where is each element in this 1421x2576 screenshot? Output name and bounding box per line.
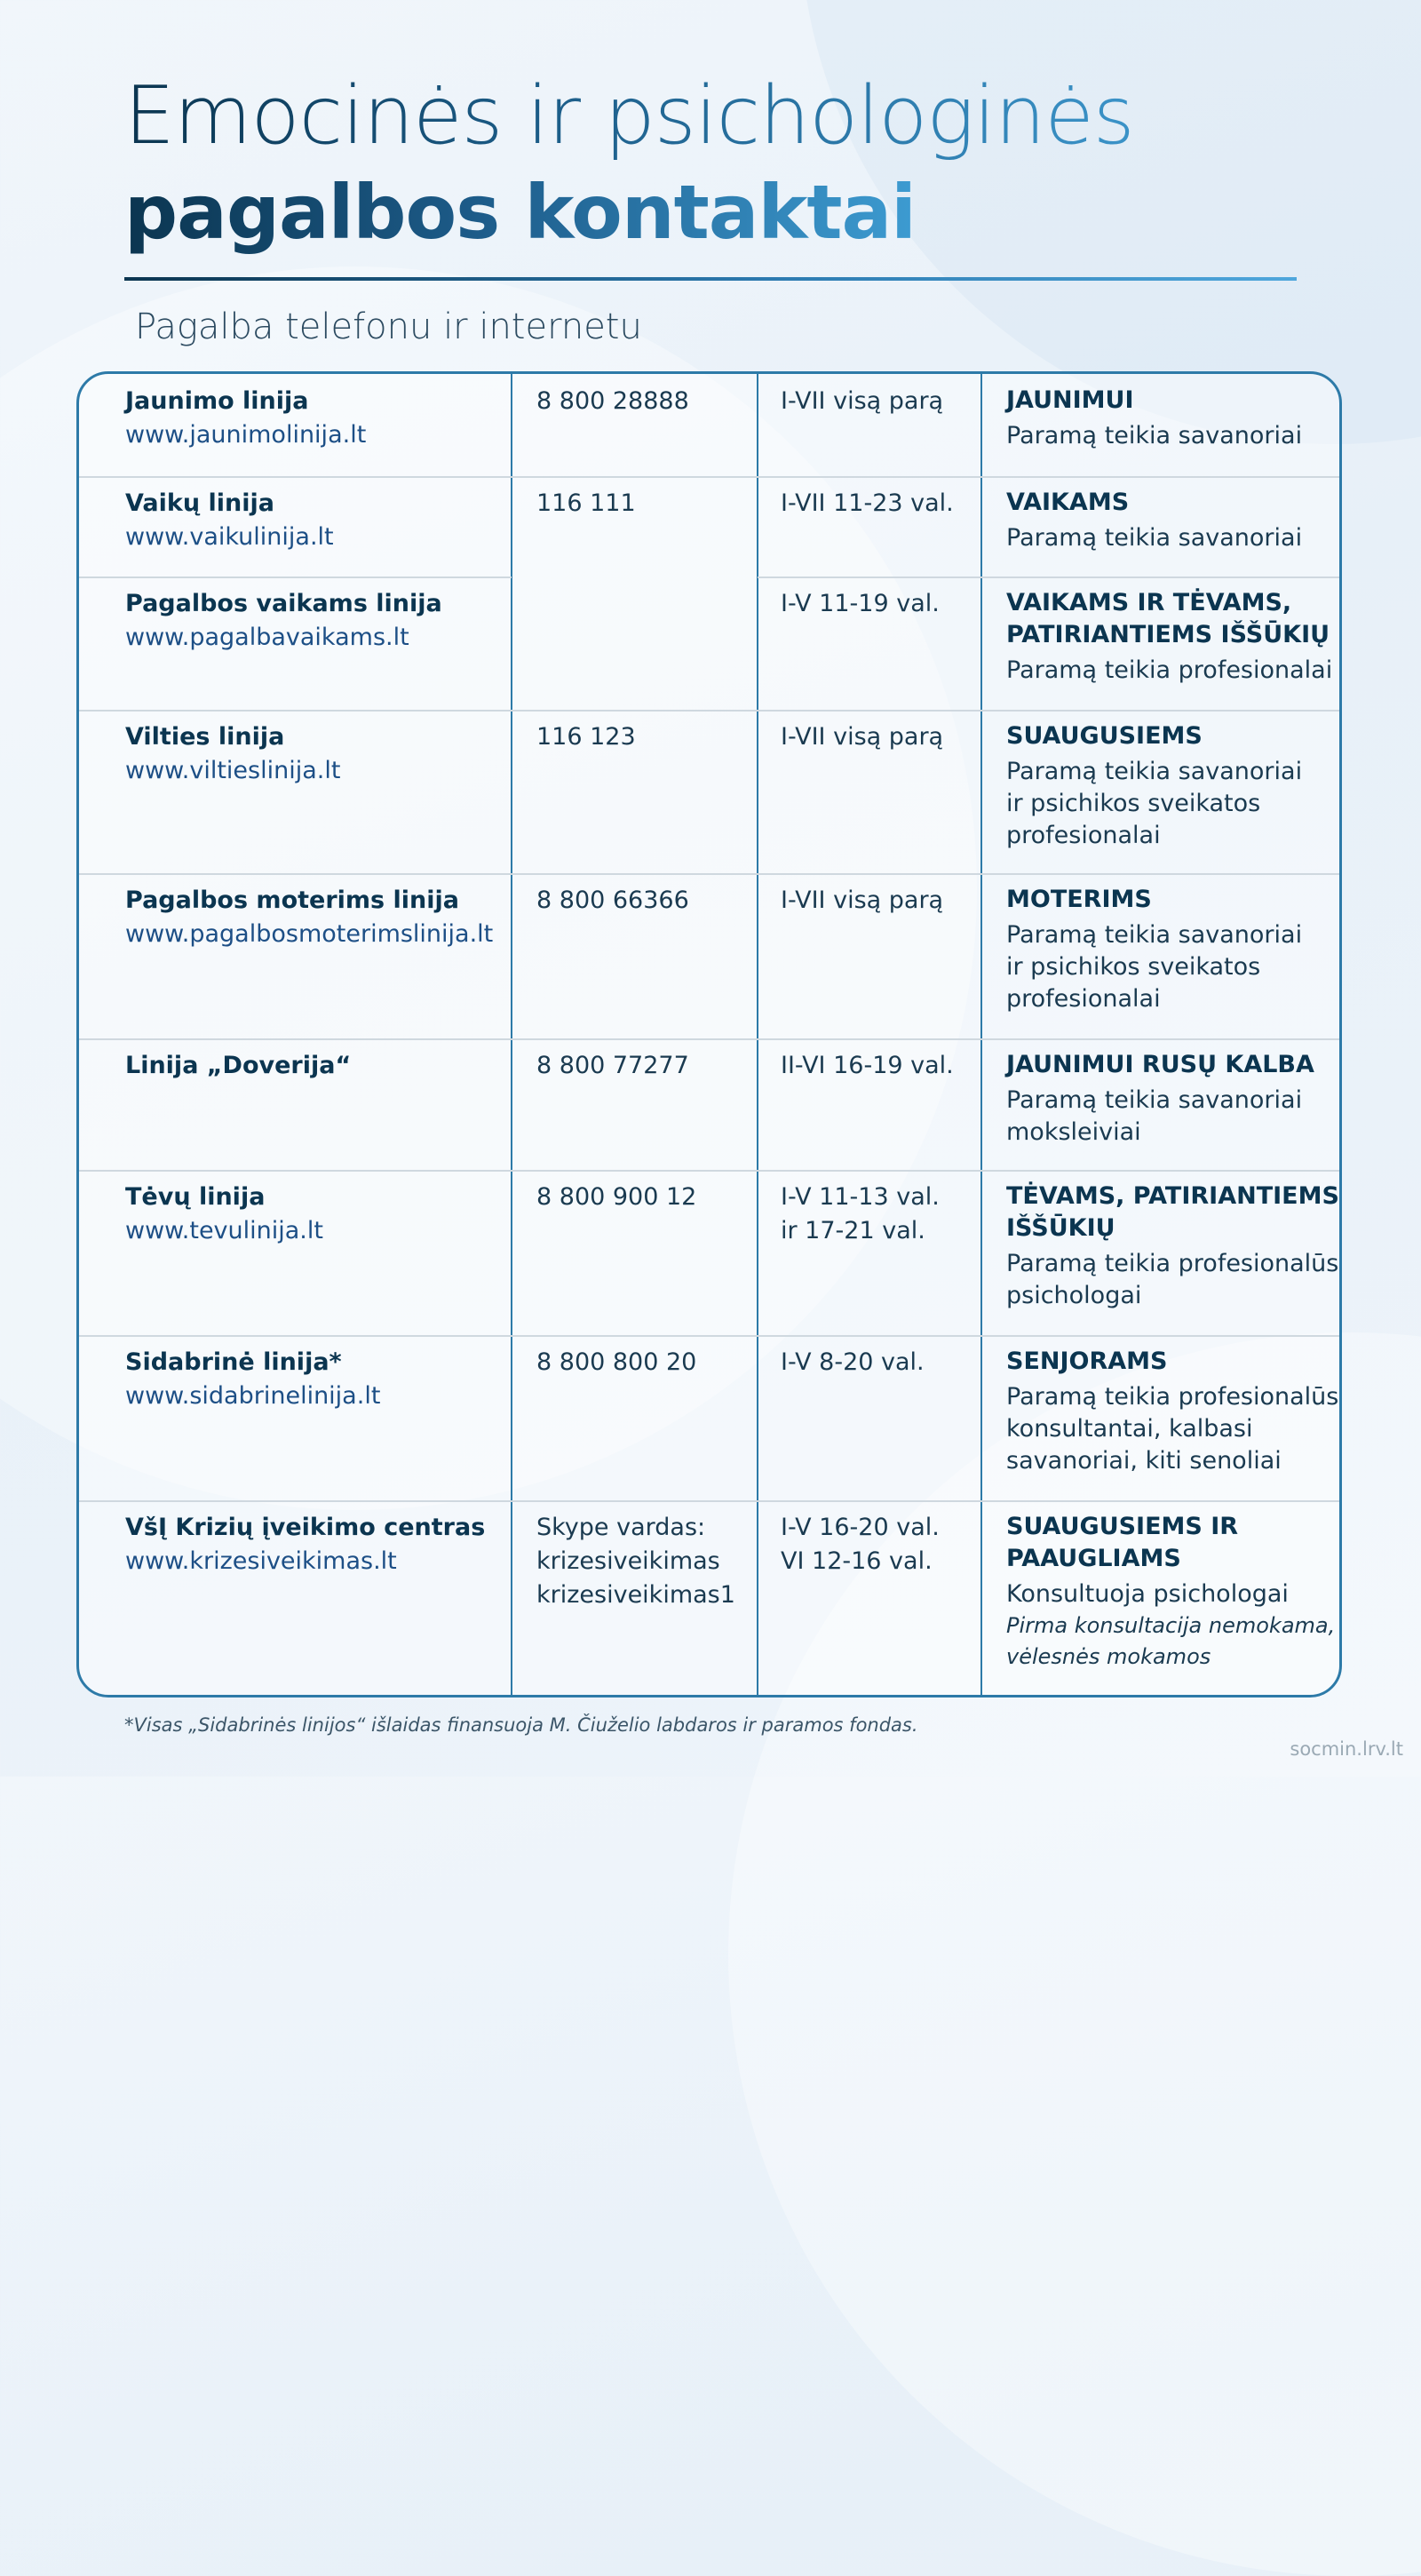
table-row-divider xyxy=(79,1170,1342,1172)
hours-cell xyxy=(781,587,980,621)
hours-cell xyxy=(781,1511,980,1578)
hours-cell xyxy=(781,385,980,418)
line-name-cell xyxy=(125,385,507,452)
line-name-cell xyxy=(125,720,507,788)
page-title-line2: pagalbos kontaktai xyxy=(124,169,916,256)
contacts-table xyxy=(76,371,1342,1697)
phone-number[interactable]: krizesiveikimas1 xyxy=(536,1581,735,1609)
table-row-divider xyxy=(758,576,1342,578)
phone-number[interactable]: 8 800 800 20 xyxy=(536,1348,697,1376)
line-name-cell xyxy=(125,1346,507,1413)
line-name: VšĮ Krizių įveikimo centras xyxy=(125,1514,486,1541)
table-column-divider xyxy=(980,374,982,1695)
phone-number[interactable]: 8 800 77277 xyxy=(536,1052,689,1079)
support-description: profesionalai xyxy=(1006,822,1161,849)
support-description: psichologai xyxy=(1006,1282,1142,1309)
support-description: profesionalai xyxy=(1006,985,1161,1013)
phone-number[interactable]: 116 123 xyxy=(536,723,636,751)
line-name: Linija „Doverija“ xyxy=(125,1052,352,1079)
line-name: Vilties linija xyxy=(125,723,285,751)
title-divider xyxy=(124,277,1297,281)
working-hours: I-VII 11-23 val. xyxy=(781,489,954,517)
hours-cell xyxy=(781,487,980,521)
support-description: savanoriai, kiti senoliai xyxy=(1006,1447,1282,1475)
audience-cell xyxy=(1006,487,1339,554)
line-url-link[interactable]: www.viltieslinija.lt xyxy=(125,757,341,784)
phone-cell xyxy=(536,487,750,521)
line-name-cell xyxy=(125,587,507,655)
line-name-cell xyxy=(125,884,507,951)
phone-number[interactable]: 8 800 900 12 xyxy=(536,1183,697,1211)
table-column-divider xyxy=(757,374,758,1695)
pricing-note: vėlesnės mokamos xyxy=(1006,1644,1211,1669)
audience-category: JAUNIMUI RUSŲ KALBA xyxy=(1006,1051,1314,1078)
support-description: Paramą teikia savanoriai xyxy=(1006,524,1303,552)
audience-category: MOTERIMS xyxy=(1006,886,1152,913)
phone-cell xyxy=(536,1181,750,1214)
phone-number[interactable]: 116 111 xyxy=(536,489,636,517)
line-name-cell xyxy=(125,1181,507,1248)
line-name-cell xyxy=(125,1049,507,1083)
audience-category: SENJORAMS xyxy=(1006,1348,1168,1375)
support-description: Paramą teikia savanoriai xyxy=(1006,758,1303,785)
website-credit[interactable]: socmin.lrv.lt xyxy=(1290,1738,1403,1760)
support-description: konsultantai, kalbasi xyxy=(1006,1415,1253,1443)
pricing-note: Pirma konsultacija nemokama, xyxy=(1006,1613,1336,1638)
table-row-divider xyxy=(79,710,1342,712)
phone-number[interactable]: krizesiveikimas xyxy=(536,1547,720,1575)
hours-cell xyxy=(781,1181,980,1248)
page-title-line1: Emocinės ir psichologinės xyxy=(124,69,1134,163)
audience-cell xyxy=(1006,1346,1339,1477)
line-url-link[interactable]: www.jaunimolinija.lt xyxy=(125,421,367,449)
audience-cell xyxy=(1006,587,1339,687)
line-url-link[interactable]: www.vaikulinija.lt xyxy=(125,523,334,551)
hours-cell xyxy=(781,720,980,754)
phone-number[interactable]: 8 800 66366 xyxy=(536,886,689,914)
audience-category: SUAUGUSIEMS IR xyxy=(1006,1513,1239,1540)
line-url-link[interactable]: www.pagalbavaikams.lt xyxy=(125,624,409,651)
table-row-divider xyxy=(79,576,512,578)
audience-category: PAAUGLIAMS xyxy=(1006,1545,1181,1572)
support-description: Paramą teikia profesionalūs xyxy=(1006,1383,1339,1411)
audience-cell xyxy=(1006,1181,1339,1312)
audience-cell xyxy=(1006,1049,1339,1149)
audience-cell xyxy=(1006,884,1339,1015)
audience-cell xyxy=(1006,720,1339,852)
audience-cell xyxy=(1006,385,1339,452)
line-name-cell xyxy=(125,1511,507,1578)
phone-cell xyxy=(536,1511,750,1612)
audience-category: VAIKAMS xyxy=(1006,489,1130,516)
footnote: *Visas „Sidabrinės linijos“ išlaidas finansuoja M. Čiuželio labdaros ir paramos fondas. xyxy=(124,1714,918,1736)
line-url-link[interactable]: www.tevulinija.lt xyxy=(125,1217,323,1244)
table-column-divider xyxy=(511,374,512,1695)
working-hours: I-VII visą parą xyxy=(781,723,944,751)
line-name: Tėvų linija xyxy=(125,1183,266,1211)
phone-number[interactable]: Skype vardas: xyxy=(536,1514,706,1541)
phone-number[interactable]: 8 800 28888 xyxy=(536,387,689,415)
audience-category: TĖVAMS, PATIRIANTIEMS xyxy=(1006,1182,1339,1210)
phone-cell xyxy=(536,884,750,918)
working-hours: I-V 16-20 val. xyxy=(781,1514,940,1541)
audience-category: JAUNIMUI xyxy=(1006,386,1134,414)
line-name: Jaunimo linija xyxy=(125,387,309,415)
line-name: Pagalbos moterims linija xyxy=(125,886,459,914)
line-name: Sidabrinė linija* xyxy=(125,1348,342,1376)
phone-cell xyxy=(536,385,750,418)
support-description: Konsultuoja psichologai xyxy=(1006,1580,1289,1608)
phone-cell xyxy=(536,1346,750,1379)
table-row-divider xyxy=(79,1500,1342,1502)
page-subtitle: Pagalba telefonu ir internetu xyxy=(135,306,642,347)
support-description: Paramą teikia savanoriai xyxy=(1006,921,1303,949)
hours-cell xyxy=(781,1346,980,1379)
line-url-link[interactable]: www.pagalbosmoterimslinija.lt xyxy=(125,920,494,948)
working-hours: II-VI 16-19 val. xyxy=(781,1052,954,1079)
phone-cell xyxy=(536,1049,750,1083)
working-hours: I-V 8-20 val. xyxy=(781,1348,925,1376)
support-description: Paramą teikia savanoriai xyxy=(1006,1086,1303,1114)
hours-cell xyxy=(781,1049,980,1083)
support-description: ir psichikos sveikatos xyxy=(1006,953,1261,981)
support-description: Paramą teikia profesionalai xyxy=(1006,656,1333,684)
hours-cell xyxy=(781,884,980,918)
support-description: Paramą teikia savanoriai xyxy=(1006,422,1303,449)
working-hours: VI 12-16 val. xyxy=(781,1547,933,1575)
audience-cell xyxy=(1006,1511,1339,1673)
working-hours: I-VII visą parą xyxy=(781,387,944,415)
support-description: ir psichikos sveikatos xyxy=(1006,790,1261,817)
table-row-divider xyxy=(79,1335,1342,1337)
working-hours: I-VII visą parą xyxy=(781,886,944,914)
working-hours: I-V 11-19 val. xyxy=(781,590,940,617)
line-name: Pagalbos vaikams linija xyxy=(125,590,442,617)
support-description: moksleiviai xyxy=(1006,1118,1141,1146)
line-name: Vaikų linija xyxy=(125,489,274,517)
audience-category: VAIKAMS IR TĖVAMS, xyxy=(1006,589,1292,616)
working-hours: I-V 11-13 val. xyxy=(781,1183,940,1211)
audience-category: IŠŠŪKIŲ xyxy=(1006,1214,1115,1242)
phone-cell xyxy=(536,720,750,754)
line-url-link[interactable]: www.sidabrinelinija.lt xyxy=(125,1382,381,1410)
working-hours: ir 17-21 val. xyxy=(781,1217,925,1244)
audience-category: SUAUGUSIEMS xyxy=(1006,722,1203,750)
table-row-divider xyxy=(79,873,1342,875)
table-row-divider xyxy=(79,1038,1342,1040)
line-name-cell xyxy=(125,487,507,554)
line-url-link[interactable]: www.krizesiveikimas.lt xyxy=(125,1547,397,1575)
table-row-divider xyxy=(79,476,1342,478)
audience-category: PATIRIANTIEMS IŠŠŪKIŲ xyxy=(1006,621,1330,648)
support-description: Paramą teikia profesionalūs xyxy=(1006,1250,1339,1277)
